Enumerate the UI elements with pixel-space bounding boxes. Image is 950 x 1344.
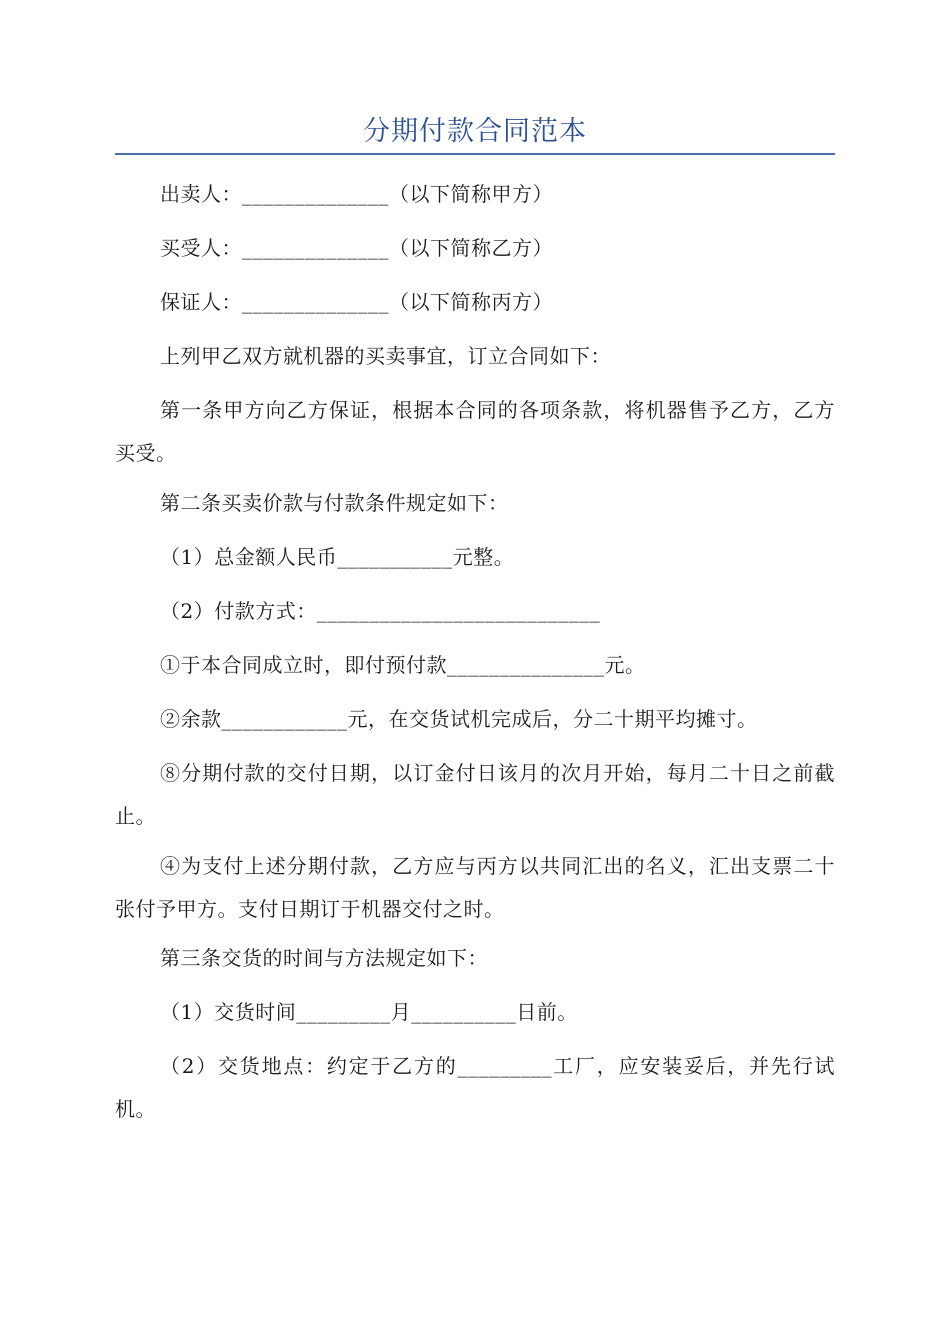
paragraph-delivery-time: （1）交货时间_________月__________日前。 bbox=[160, 1000, 578, 1024]
paragraph-payment-method: （2）付款方式：___________________________ bbox=[160, 599, 601, 623]
paragraph-buyer: 买受人：______________（以下简称乙方） bbox=[160, 236, 553, 260]
document-title: 分期付款合同范本 bbox=[363, 116, 587, 147]
paragraph-guarantor: 保证人：______________（以下简称丙方） bbox=[160, 290, 553, 314]
paragraph-balance: ②余款____________元，在交货试机完成后，分二十期平均摊寸。 bbox=[160, 707, 758, 731]
paragraph-article-3: 第三条交货的时间与方法规定如下： bbox=[160, 946, 488, 970]
paragraph-delivery-place: （2）交货地点：约定于乙方的_________工厂，应安装妥后，并先行试机。 bbox=[115, 1054, 835, 1121]
paragraph-seller: 出卖人：______________（以下简称甲方） bbox=[160, 182, 553, 206]
title-underline bbox=[115, 153, 835, 155]
paragraph-article-1: 第一条甲方向乙方保证，根据本合同的各项条款，将机器售予乙方，乙方买受。 bbox=[115, 398, 835, 465]
paragraph-installment-date: ⑧分期付款的交付日期，以订金付日该月的次月开始，每月二十日之前截止。 bbox=[115, 761, 835, 828]
paragraph-preamble: 上列甲乙双方就机器的买卖事宜，订立合同如下： bbox=[160, 344, 611, 368]
paragraph-article-2: 第二条买卖价款与付款条件规定如下： bbox=[160, 491, 509, 515]
paragraph-prepayment: ①于本合同成立时，即付预付款_______________元。 bbox=[160, 653, 646, 677]
paragraph-cheques: ④为支付上述分期付款，乙方应与丙方以共同汇出的名义，汇出支票二十张付予甲方。支付日期订于机器交付之时。 bbox=[115, 854, 835, 921]
paragraph-total-amount: （1）总金额人民币___________元整。 bbox=[160, 545, 515, 569]
